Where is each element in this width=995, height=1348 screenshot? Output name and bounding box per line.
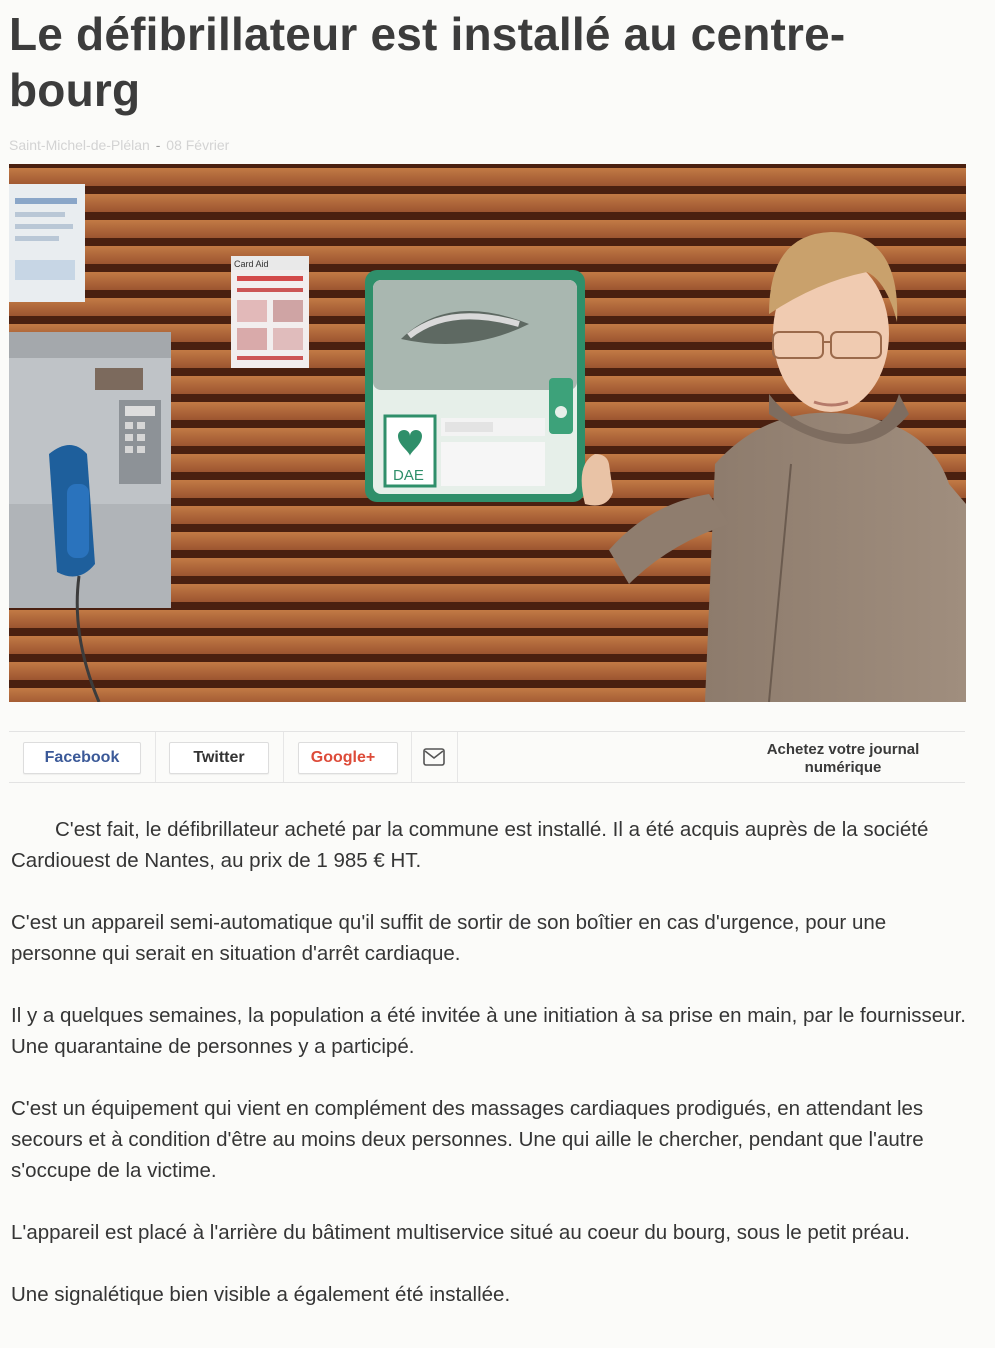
- article-body: [11, 814, 971, 1341]
- article-paragraph: C'est un équipement qui vient en complément des massages cardiaques prodigués, en attendant les secours et à condition d'être au moins deux personnes. Une qui aille le chercher, pendant que l'autre s'occupe de la victime.: [11, 1097, 924, 1182]
- article-paragraph: C'est fait, le défibrillateur acheté par la commune est installé. Il a été acquis auprès de la société Cardiouest de Nantes, au prix de 1 985 € HT.: [11, 818, 929, 872]
- article-location[interactable]: Saint-Michel-de-Plélan: [9, 137, 150, 153]
- buy-digital-journal-link[interactable]: Achetez votre journal numérique: [766, 741, 920, 776]
- defibrillator-photo: [9, 164, 966, 702]
- share-divider: [283, 732, 284, 782]
- article-photo: [9, 164, 966, 702]
- article-date: 08 Février: [166, 137, 230, 153]
- google-plus-share-button[interactable]: [298, 742, 398, 774]
- first-aid-poster: [231, 256, 309, 368]
- wood-slat: [9, 194, 966, 212]
- share-divider: [411, 732, 412, 782]
- share-bar: [9, 731, 965, 783]
- wood-slat: [9, 168, 966, 186]
- google-plus-label: Google+: [310, 749, 376, 766]
- article-paragraph: Il y a quelques semaines, la population a été invitée à une initiation à sa prise en main, par le fournisseur. Une quarantaine de personnes y a participé.: [11, 1004, 966, 1058]
- article-title: Le défibrillateur est installé au centre-bourg: [9, 8, 846, 116]
- poster-label: Card Aid: [234, 259, 269, 269]
- envelope-icon[interactable]: [423, 748, 445, 766]
- article-paragraph: L'appareil est placé à l'arrière du bâtiment multiservice situé au coeur du bourg, sous le petit préau.: [11, 1221, 910, 1244]
- defibrillator-cabinet: [365, 270, 585, 502]
- cabinet-label: DAE: [393, 467, 424, 484]
- facebook-share-button[interactable]: Facebook: [23, 742, 141, 774]
- article-meta: [9, 137, 229, 153]
- meta-separator: -: [155, 137, 161, 153]
- twitter-share-button[interactable]: Twitter: [169, 742, 269, 774]
- share-divider: [155, 732, 156, 782]
- share-divider: [457, 732, 458, 782]
- article-paragraph: C'est un appareil semi-automatique qu'il suffit de sortir de son boîtier en cas d'urgence, pour une personne qui serait en situation d'arrêt cardiaque.: [11, 911, 887, 965]
- article-paragraph: Une signalétique bien visible a également été installée.: [11, 1283, 511, 1306]
